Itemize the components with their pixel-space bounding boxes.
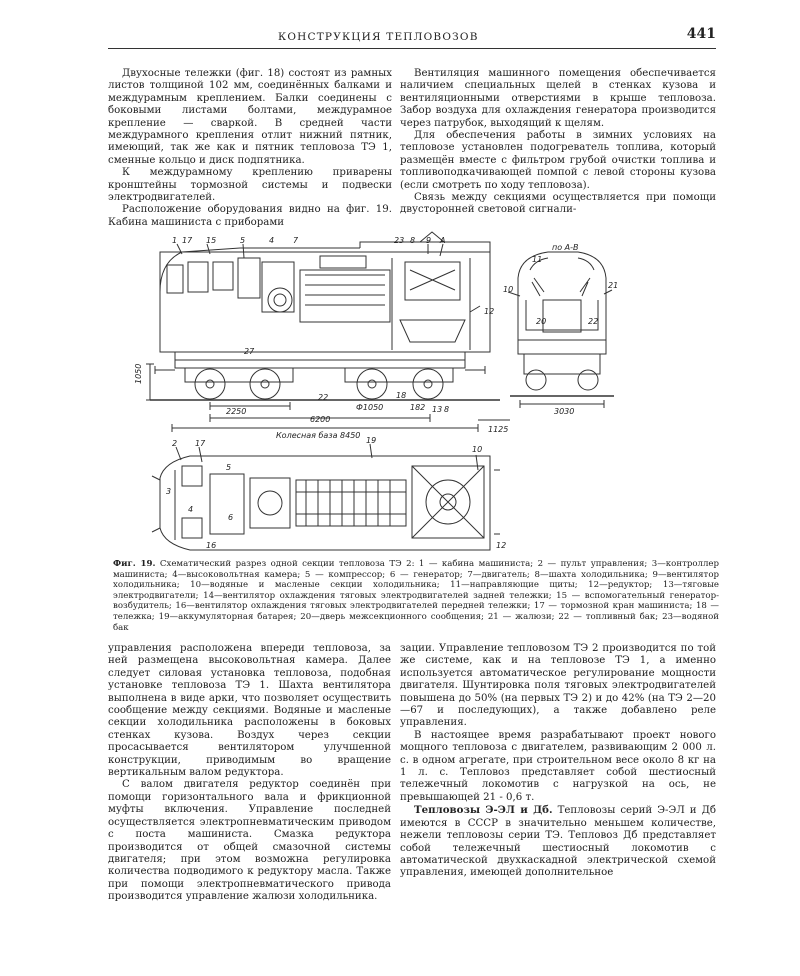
paragraph: Расположение оборудования видно на фиг. 19. Кабина машиниста с приборами — [108, 204, 392, 228]
callout: 10 — [503, 285, 514, 294]
callout: 6 — [228, 513, 234, 522]
callout: 4 — [188, 505, 194, 514]
paragraph: Связь между секциями осуществляется при помощи двусторонней световой сигнали- — [400, 192, 716, 216]
callout: 2 — [172, 439, 178, 448]
page-number: 441 — [686, 26, 716, 42]
text-column-bottom-right — [400, 643, 716, 880]
callout: 9 — [426, 236, 432, 245]
callout: 8 — [410, 236, 416, 245]
page-header — [108, 28, 716, 49]
paragraph: К междурамному креплению приварены кронштейны тормозной системы и подвески электродвигателей. — [108, 167, 392, 204]
dimension-1125: 1125 — [488, 425, 509, 434]
dimension-wheelbase: Колесная база 8450 — [276, 431, 361, 440]
callout: 12 — [496, 541, 507, 550]
label: 22 — [318, 393, 329, 402]
paragraph: Двухосные тележки (фиг. 18) состоят из рамных листов толщиной 102 мм, соединённых балками и междурамным креплением. Балки соединены с боковыми листами болтами, междурамное крепление — сваркой. В средней части междурамного крепления отлит нижний пятник, имеющий, так же как и пятник тепловоза ТЭ 1, сменные кольцо и диск подпятника. — [108, 68, 392, 166]
callout: A — [440, 236, 446, 245]
section-label: по А-В — [552, 243, 579, 252]
text-column-top-left — [108, 68, 392, 229]
dimension-wheel: Ф1050 — [356, 403, 384, 412]
callout: 7 — [293, 236, 299, 245]
callout: 10 — [472, 445, 483, 454]
callout: 17 — [182, 236, 193, 245]
paragraph: Вентиляция машинного помещения обеспечивается наличием специальных щелей в стенках кузова и вентиляционными отверстиями в крыше тепловоза. Забор воздуха для охлаждения генератора производится через патрубок, выходящий к щелям. — [400, 68, 716, 129]
paragraph: зации. Управление тепловозом ТЭ 2 производится по той же системе, как и на тепловозе ТЭ 1, а именно используется автоматическое регулирование мощности двигателя. Шунтировка поля тяговых электродвигателей повышена до 50% (на первых ТЭ 2) и до 42% (на ТЭ 2—20—67 и последующих), а также добавлено реле управления. — [400, 643, 716, 729]
label: 27 — [244, 347, 255, 356]
dimension-height: 1050 — [134, 363, 143, 384]
caption-text: Схематический разрез одной секции тепловоза ТЭ 2: 1 — кабина машиниста; 2 — пульт управления; 3—контроллер машиниста; 4—высоковольтная камера; 5 — компрессор; 6 — генератор; 7—двигатель; 8—шахта холодильника; 9—вентилятор холодильника; 10—водяные и масленые секции холодильника; 11—направляющие щиты; 12—редуктор; 13—тяговые электродвигатели; 14—вентилятор охлаждения тяговых электродвигателей задней тележки; 15 — вспомогательный генератор-возбудитель; 16—вентилятор охлаждения тяговых электродвигателей передней тележки; 17 — тормозной кран машиниста; 18 — тележка; 19—аккумуляторная батарея; 20—дверь межсекционного сообщения; 21 — жалюзи; 22 — топливный бак; 23—водяной бак — [113, 559, 719, 633]
callout: 23 — [394, 236, 405, 245]
callout: 4 — [269, 236, 275, 245]
callout: 15 — [206, 236, 217, 245]
callout: 17 — [195, 439, 206, 448]
callout: 11 — [532, 255, 543, 264]
callout: 16 — [206, 541, 217, 550]
paragraph: В настоящее время разрабатывают проект нового мощного тепловоза с двигателем, развивающим 2 000 л. с. в одном агрегате, при строительном весе около 8 кг на 1 л. с. Тепловоз представляет собой шестиосный тележечный локомотив с нагрузкой на ось, не превышающей 21 - 0,6 т. — [400, 729, 716, 803]
callout: 1 — [172, 236, 178, 245]
callout: 5 — [240, 236, 246, 245]
label: 18 — [396, 391, 407, 400]
text-column-bottom-left — [108, 643, 391, 904]
callout: 20 — [536, 317, 547, 326]
callout: 19 — [366, 436, 377, 445]
label: 8 — [444, 405, 450, 414]
dimension-2250: 2250 — [226, 407, 247, 416]
callout: 3 — [166, 487, 172, 496]
callout: 21 — [608, 281, 619, 290]
paragraph-text: Тепловозы серий Э-ЭЛ и Дб имеются в СССР в значительно меньшем количестве, нежели тепловозы серии ТЭ. Тепловоз Дб представляет собой тележечный шестиосный локомотив с автоматической двухкаскадной электрической схемой управления, имеющей дополнительное — [400, 805, 717, 879]
callout: 5 — [226, 463, 232, 472]
paragraph: С валом двигателя редуктор соединён при помощи горизонтального вала и фрикционной муфты включения. Управление последней осуществляется электропневматическим приводом с поста машиниста. Смазка редуктора производится от общей смазочной системы двигателя; при этом возможна регулировка количества подводимого к редуктору масла. Также при помощи электропневматического привода производится управление жалюзи холодильника. — [108, 779, 391, 903]
text-column-top-right — [400, 68, 716, 217]
figure-caption — [113, 559, 719, 633]
section-heading: Тепловозы Э-ЭЛ и Дб. — [414, 804, 553, 817]
side-elevation — [146, 232, 510, 432]
plan-view — [152, 444, 500, 550]
paragraph: Для обеспечения работы в зимних условиях на тепловозе установлен подогреватель топлива, который размещён вместе с фильтром грубой очистки топлива и топливоподкачивающей помпой с левой стороны кузова (если смотреть по ходу тепловоза). — [400, 130, 716, 191]
dimension-182: 182 — [410, 403, 426, 412]
label: 13 — [432, 405, 443, 414]
running-title: КОНСТРУКЦИЯ ТЕПЛОВОЗОВ — [278, 31, 479, 43]
caption-lead: Фиг. 19. — [113, 559, 156, 569]
callout: 12 — [484, 307, 495, 316]
paragraph: управления расположена впереди тепловоза, за ней размещена высоковольтная камера. Далее следует силовая установка тепловоза, подобная установке тепловоза ТЭ 1. Шахта вентилятора выполнена в виде арки, что позволяет осуществить сообщение между секциями. Водяные и масленые секции холодильника расположены в боковых стенках кузова. Воздух через секции просасывается вентилятором улучшенной конструкции, приводимым во вращение вертикальным валом редуктора. — [108, 643, 391, 779]
callout: 22 — [588, 317, 599, 326]
paragraph — [400, 804, 716, 879]
dimension-width: 3030 — [554, 407, 575, 416]
dimension-6200: 6200 — [310, 415, 331, 424]
end-view — [508, 252, 614, 408]
